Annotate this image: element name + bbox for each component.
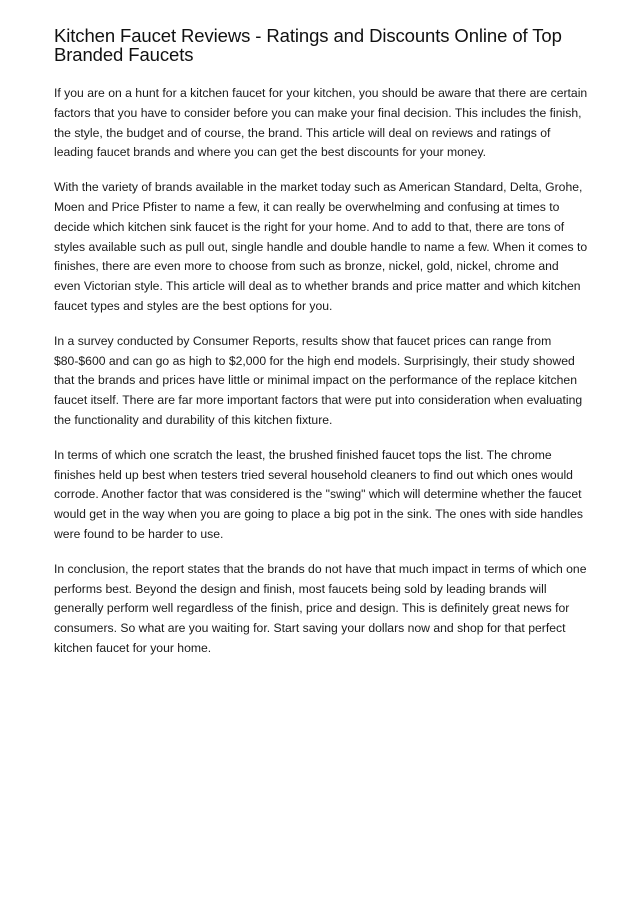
paragraph-brands: With the variety of brands available in the market today such as American Standard, Delta, Grohe, Moen and Price Pfister to name a few, it can really be overwhelming and confusing at times to decide which kitchen sink faucet is the right for your home. And to add to that, there are tons of styles available such as pull out, single handle and double handle to name a few. When it comes to finishes, there are even more to choose from such as bronze, nickel, gold, nickel, chrome and even Victorian style. This article will deal as to whether brands and price matter and which kitchen faucet types and styles are the best options for you. [54, 180, 588, 313]
article-body [54, 84, 588, 659]
document-page [54, 26, 588, 674]
paragraph-finishes: In terms of which one scratch the least, the brushed finished faucet tops the list. The chrome finishes held up best when testers tried several household cleaners to find out which ones would corrode. Another factor that was considered is the "swing" which will determine whether the faucet would get in the way when you are going to place a big pot in the sink. The ones with side handles were found to be harder to use. [54, 447, 583, 541]
paragraph-conclusion: In conclusion, the report states that the brands do not have that much impact in terms of which one performs best. Beyond the design and finish, most faucets being sold by leading brands will generally perform well regardless of the finish, price and design. This is definitely great news for consumers. So what are you waiting for. Start saving your dollars now and shop for that perfect kitchen faucet for your home. [54, 561, 587, 655]
paragraph-intro: If you are on a hunt for a kitchen faucet for your kitchen, you should be aware that there are certain factors that you have to consider before you can make your final decision. This includes the finish, the style, the budget and of course, the brand. This article will deal on reviews and ratings of leading faucet brands and where you can get the best discounts for your money. [54, 86, 588, 160]
paragraph-survey: In a survey conducted by Consumer Reports, results show that faucet prices can range from $80-$600 and can go as high to $2,000 for the high end models. Surprisingly, their study showed that the brands and prices have little or minimal impact on the performance of the replace kitchen faucet itself. There are far more important factors that were put into consideration when evaluating the functionality and durability of this kitchen fixture. [54, 333, 583, 427]
page-title: Kitchen Faucet Reviews - Ratings and Discounts Online of Top Branded Faucets [54, 25, 562, 65]
